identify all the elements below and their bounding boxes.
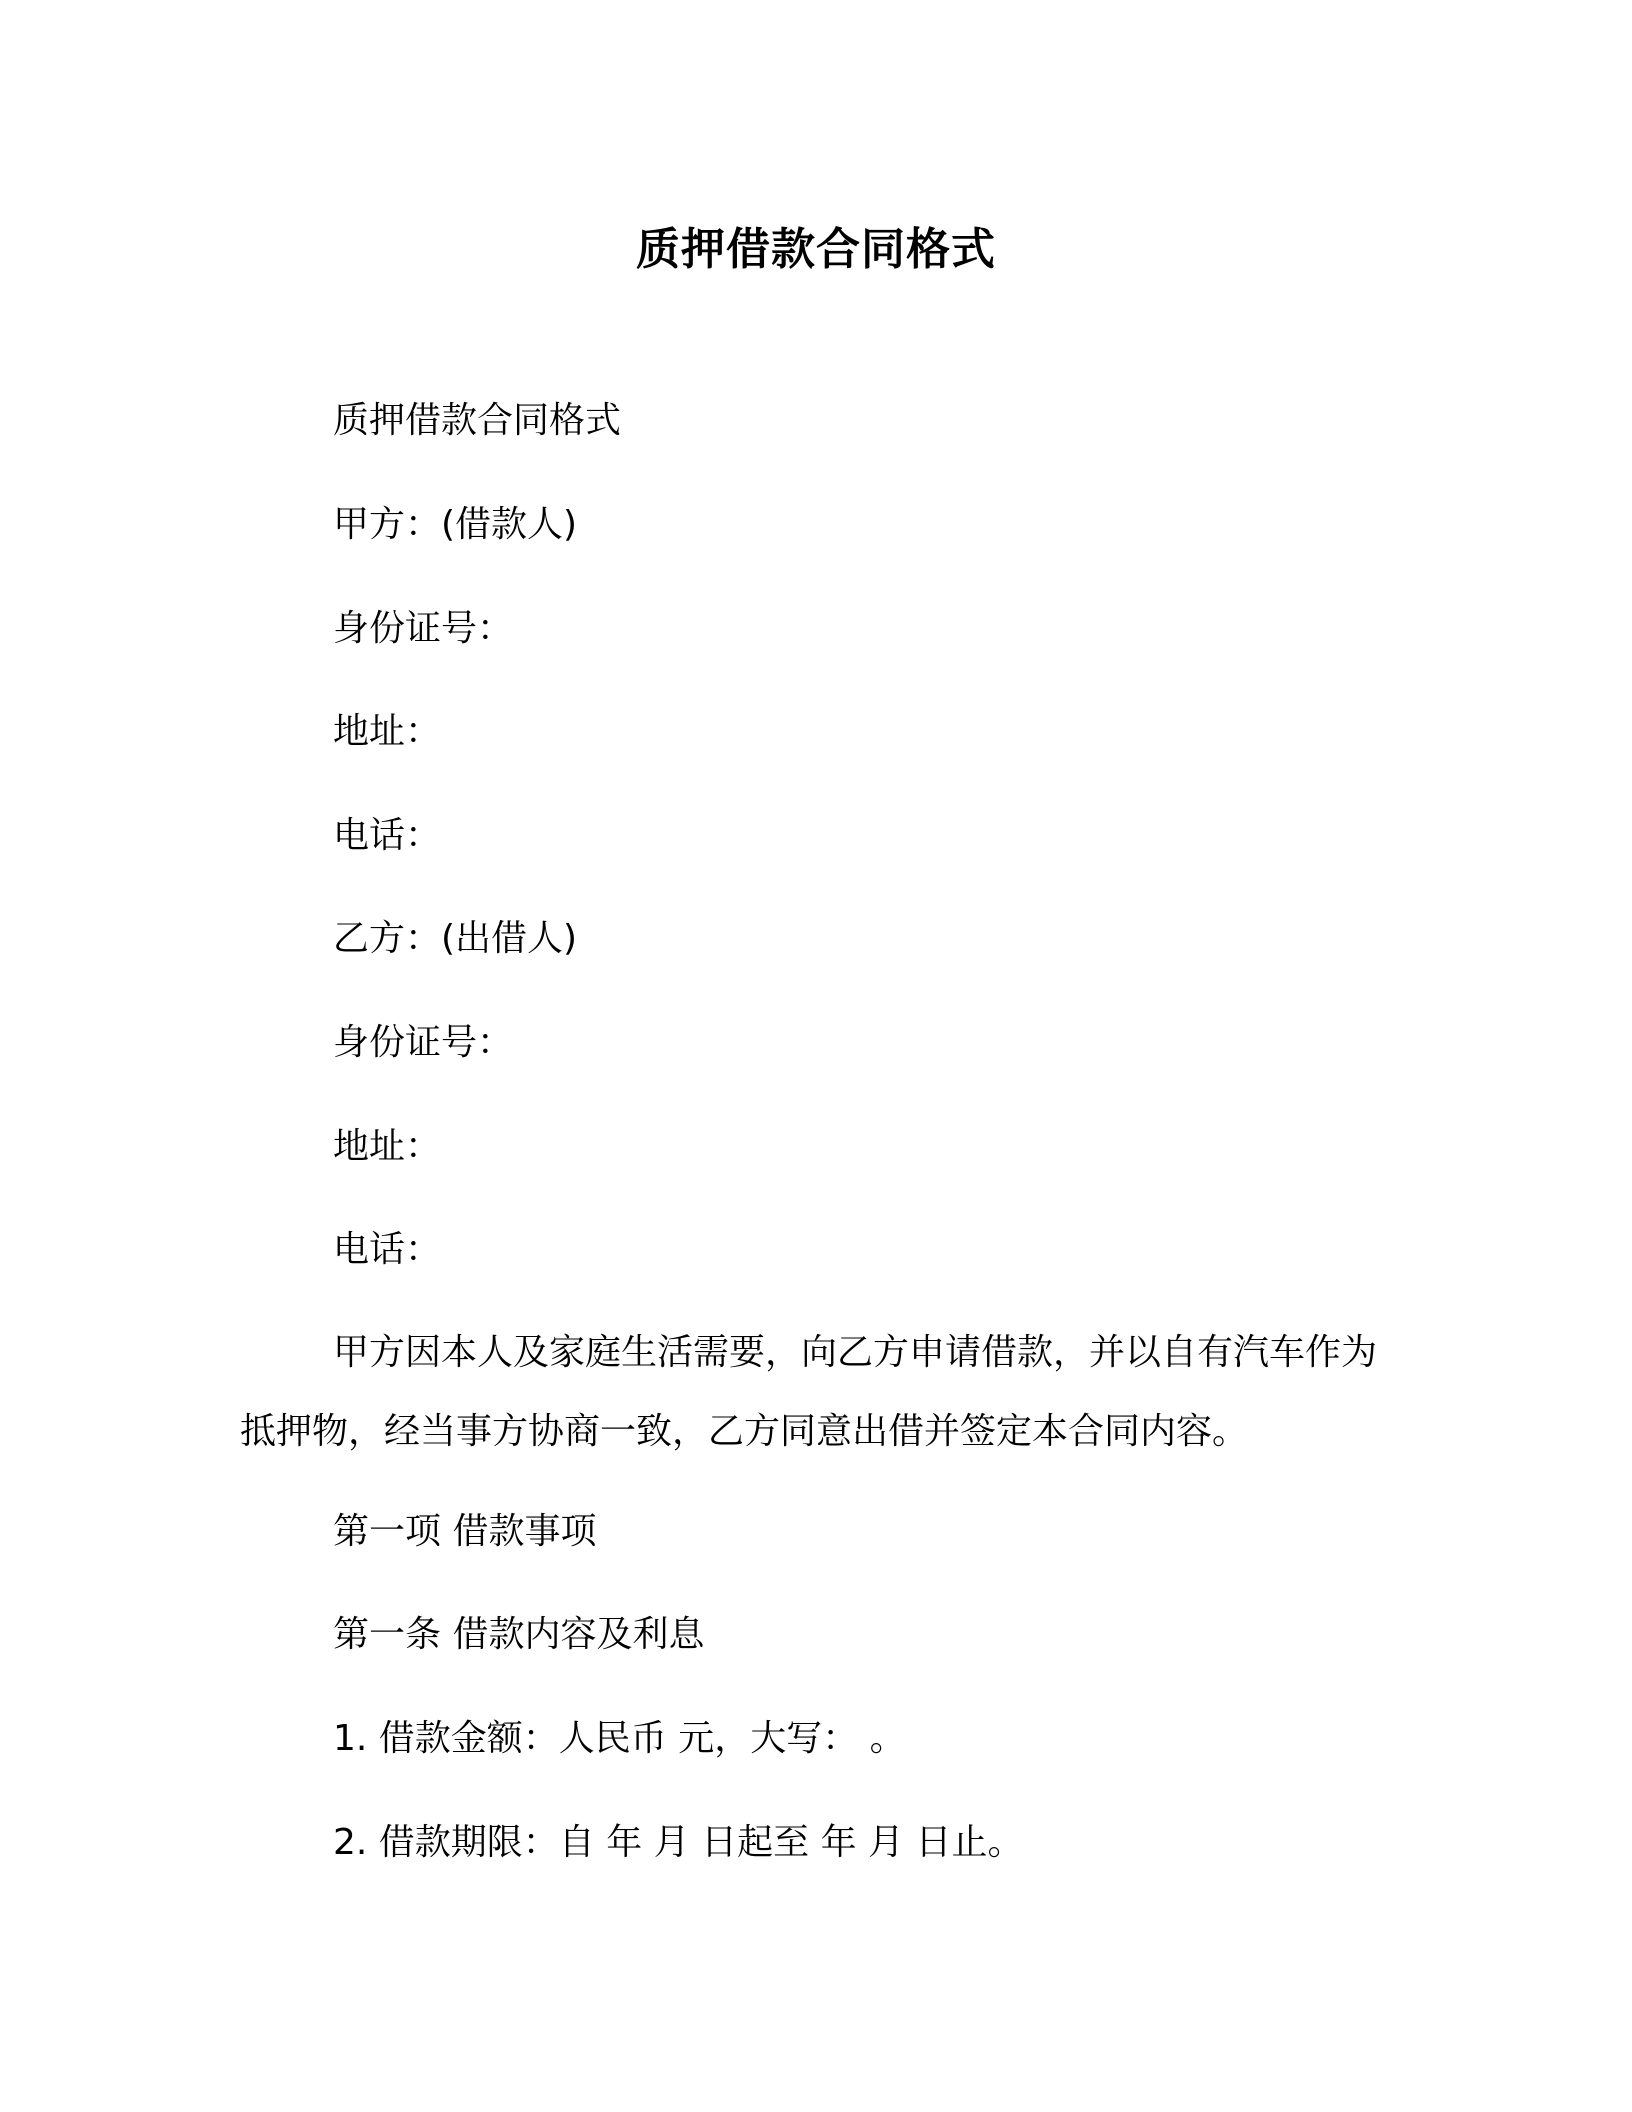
loan-term-item: 2. 借款期限：自 年 月 日起至 年 月 日止。 — [333, 1822, 1024, 1863]
subtitle-line: 质押借款合同格式 — [333, 400, 622, 441]
party-a-phone-line: 电话： — [333, 815, 442, 856]
document-title: 质押借款合同格式 — [636, 224, 996, 275]
party-b-id-line: 身份证号： — [333, 1022, 514, 1063]
party-b-line: 乙方：(出借人) — [333, 918, 578, 959]
article-heading: 第一条 借款内容及利息 — [333, 1614, 705, 1655]
party-b-address-line: 地址： — [333, 1126, 442, 1167]
intro-paragraph: 甲方因本人及家庭生活需要，向乙方申请借款，并以自有汽车作为抵押物，经当事方协商一致，乙方同意出借并签定本合同内容。 — [240, 1332, 1378, 1452]
party-a-id-line: 身份证号： — [333, 608, 514, 649]
party-a-line: 甲方：(借款人) — [333, 504, 578, 545]
party-a-address-line: 地址： — [333, 711, 442, 752]
party-b-phone-line: 电话： — [333, 1229, 442, 1270]
loan-amount-item: 1. 借款金额：人民币 元，大写： 。 — [333, 1718, 906, 1759]
section-heading: 第一项 借款事项 — [333, 1511, 597, 1552]
